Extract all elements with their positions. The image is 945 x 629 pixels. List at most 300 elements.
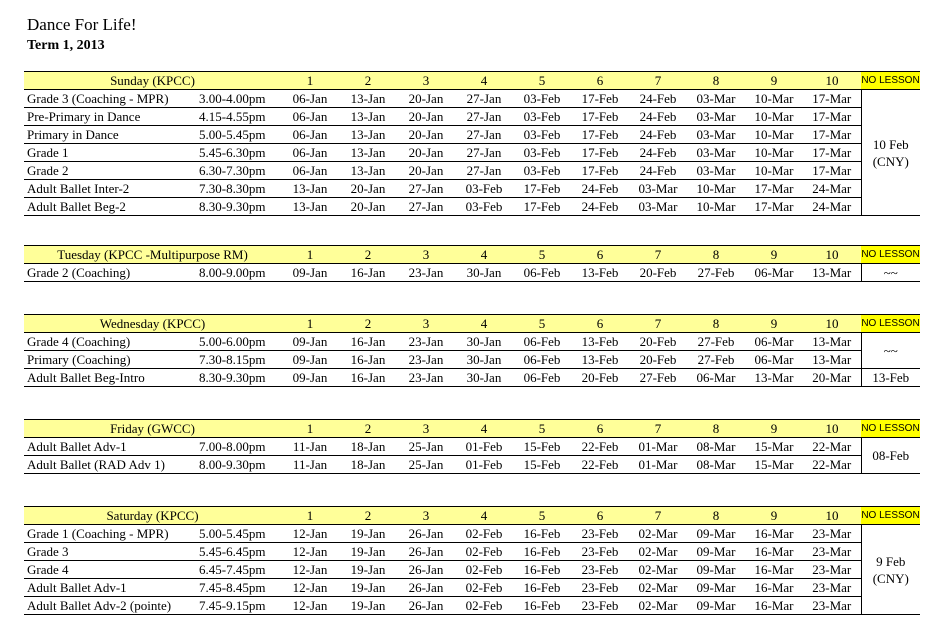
lesson-date: 22-Feb <box>571 438 629 456</box>
lesson-date: 17-Feb <box>571 144 629 162</box>
lesson-date: 03-Mar <box>687 126 745 144</box>
lesson-date: 13-Mar <box>803 351 861 369</box>
lesson-date: 19-Jan <box>339 579 397 597</box>
table-row <box>24 525 920 543</box>
lesson-date: 17-Mar <box>745 180 803 198</box>
week-number: 1 <box>281 507 339 525</box>
week-number: 10 <box>803 420 861 438</box>
lesson-date: 19-Jan <box>339 597 397 615</box>
week-number: 8 <box>687 315 745 333</box>
lesson-date: 30-Jan <box>455 369 513 387</box>
lesson-date: 27-Jan <box>455 108 513 126</box>
lesson-date: 13-Jan <box>339 162 397 180</box>
lesson-date: 03-Mar <box>629 180 687 198</box>
no-lesson-note-line: ~~ <box>883 265 898 280</box>
lesson-date: 13-Mar <box>745 369 803 387</box>
no-lesson-note <box>861 264 920 282</box>
lesson-date: 11-Jan <box>281 438 339 456</box>
class-name: Adult Ballet Inter-2 <box>24 180 199 198</box>
table-row <box>24 597 920 615</box>
week-number: 4 <box>455 246 513 264</box>
lesson-date: 22-Mar <box>803 438 861 456</box>
lesson-date: 16-Jan <box>339 333 397 351</box>
week-number: 4 <box>455 507 513 525</box>
lesson-date: 03-Feb <box>513 108 571 126</box>
lesson-date: 16-Mar <box>745 561 803 579</box>
lesson-date: 20-Feb <box>571 369 629 387</box>
lesson-date: 16-Mar <box>745 525 803 543</box>
lesson-date: 01-Mar <box>629 456 687 474</box>
lesson-date: 20-Mar <box>803 369 861 387</box>
day-label: Sunday (KPCC) <box>24 72 281 90</box>
class-name: Adult Ballet (RAD Adv 1) <box>24 456 199 474</box>
lesson-date: 17-Feb <box>513 198 571 216</box>
lesson-date: 02-Mar <box>629 579 687 597</box>
class-time: 6.45-7.45pm <box>199 561 281 579</box>
lesson-date: 16-Feb <box>513 561 571 579</box>
lesson-date: 06-Mar <box>687 369 745 387</box>
lesson-date: 02-Feb <box>455 543 513 561</box>
schedule-table <box>24 506 920 615</box>
lesson-date: 20-Feb <box>629 333 687 351</box>
table-row <box>24 108 920 126</box>
lesson-date: 24-Feb <box>629 108 687 126</box>
week-number: 10 <box>803 315 861 333</box>
week-number: 8 <box>687 72 745 90</box>
lesson-date: 13-Jan <box>339 90 397 108</box>
week-number: 4 <box>455 72 513 90</box>
lesson-date: 22-Feb <box>571 456 629 474</box>
week-number: 6 <box>571 246 629 264</box>
lesson-date: 27-Jan <box>455 126 513 144</box>
no-lesson-label: NO LESSON <box>861 315 920 333</box>
lesson-date: 26-Jan <box>397 579 455 597</box>
week-number: 8 <box>687 246 745 264</box>
lesson-date: 03-Mar <box>687 108 745 126</box>
table-row <box>24 144 920 162</box>
lesson-date: 01-Mar <box>629 438 687 456</box>
lesson-date: 02-Mar <box>629 561 687 579</box>
class-name: Grade 4 <box>24 561 199 579</box>
table-row <box>24 438 920 456</box>
class-time: 8.00-9.30pm <box>199 456 281 474</box>
lesson-date: 27-Feb <box>687 264 745 282</box>
day-label: Wednesday (KPCC) <box>24 315 281 333</box>
no-lesson-note: 13-Feb <box>861 369 920 387</box>
week-number: 6 <box>571 420 629 438</box>
class-name: Grade 3 (Coaching - MPR) <box>24 90 199 108</box>
schedule-table <box>24 314 920 387</box>
lesson-date: 16-Jan <box>339 264 397 282</box>
lesson-date: 17-Mar <box>803 126 861 144</box>
lesson-date: 23-Feb <box>571 561 629 579</box>
week-number: 1 <box>281 246 339 264</box>
lesson-date: 25-Jan <box>397 456 455 474</box>
lesson-date: 27-Jan <box>455 162 513 180</box>
lesson-date: 30-Jan <box>455 264 513 282</box>
class-time: 7.45-8.45pm <box>199 579 281 597</box>
class-time: 8.30-9.30pm <box>199 369 281 387</box>
week-number: 7 <box>629 420 687 438</box>
lesson-date: 08-Mar <box>687 456 745 474</box>
lesson-date: 09-Mar <box>687 543 745 561</box>
lesson-date: 24-Feb <box>571 198 629 216</box>
table-header-row <box>24 420 920 438</box>
class-name: Grade 2 (Coaching) <box>24 264 199 282</box>
class-time: 7.30-8.30pm <box>199 180 281 198</box>
table-row <box>24 369 920 387</box>
lesson-date: 06-Jan <box>281 90 339 108</box>
lesson-date: 18-Jan <box>339 456 397 474</box>
lesson-date: 06-Jan <box>281 126 339 144</box>
class-name: Adult Ballet Adv-1 <box>24 438 199 456</box>
lesson-date: 10-Mar <box>687 198 745 216</box>
lesson-date: 24-Mar <box>803 198 861 216</box>
lesson-date: 03-Mar <box>687 162 745 180</box>
lesson-date: 23-Mar <box>803 543 861 561</box>
table-row <box>24 333 920 351</box>
lesson-date: 03-Feb <box>513 126 571 144</box>
week-number: 5 <box>513 315 571 333</box>
lesson-date: 23-Jan <box>397 351 455 369</box>
lesson-date: 17-Mar <box>803 90 861 108</box>
lesson-date: 10-Mar <box>687 180 745 198</box>
lesson-date: 12-Jan <box>281 525 339 543</box>
week-number: 9 <box>745 420 803 438</box>
lesson-date: 27-Feb <box>687 333 745 351</box>
lesson-date: 08-Mar <box>687 438 745 456</box>
lesson-date: 26-Jan <box>397 561 455 579</box>
lesson-date: 09-Mar <box>687 579 745 597</box>
lesson-date: 19-Jan <box>339 543 397 561</box>
lesson-date: 13-Feb <box>571 333 629 351</box>
lesson-date: 02-Mar <box>629 597 687 615</box>
lesson-date: 15-Feb <box>513 456 571 474</box>
lesson-date: 13-Jan <box>281 180 339 198</box>
week-number: 4 <box>455 315 513 333</box>
class-time: 5.45-6.30pm <box>199 144 281 162</box>
week-number: 7 <box>629 246 687 264</box>
lesson-date: 20-Feb <box>629 351 687 369</box>
table-row <box>24 198 920 216</box>
lesson-date: 02-Mar <box>629 543 687 561</box>
class-time: 8.30-9.30pm <box>199 198 281 216</box>
class-name: Adult Ballet Beg-Intro <box>24 369 199 387</box>
week-number: 8 <box>687 507 745 525</box>
class-time: 5.00-6.00pm <box>199 333 281 351</box>
lesson-date: 23-Feb <box>571 543 629 561</box>
lesson-date: 13-Jan <box>339 126 397 144</box>
lesson-date: 16-Mar <box>745 597 803 615</box>
lesson-date: 13-Mar <box>803 264 861 282</box>
lesson-date: 01-Feb <box>455 456 513 474</box>
lesson-date: 17-Feb <box>571 108 629 126</box>
table-row <box>24 264 920 282</box>
no-lesson-note <box>861 525 920 615</box>
schedule-table <box>24 245 920 282</box>
lesson-date: 16-Feb <box>513 525 571 543</box>
week-number: 9 <box>745 246 803 264</box>
lesson-date: 16-Feb <box>513 597 571 615</box>
no-lesson-note <box>861 90 920 216</box>
lesson-date: 19-Jan <box>339 525 397 543</box>
lesson-date: 03-Mar <box>687 90 745 108</box>
table-header-row <box>24 507 920 525</box>
no-lesson-note-line: (CNY) <box>872 570 909 586</box>
lesson-date: 23-Feb <box>571 597 629 615</box>
no-lesson-label: NO LESSON <box>861 420 920 438</box>
lesson-date: 23-Mar <box>803 525 861 543</box>
class-name: Pre-Primary in Dance <box>24 108 199 126</box>
lesson-date: 26-Jan <box>397 543 455 561</box>
week-number: 6 <box>571 315 629 333</box>
schedule-table <box>24 419 920 474</box>
lesson-date: 20-Feb <box>629 264 687 282</box>
week-number: 9 <box>745 315 803 333</box>
table-row <box>24 180 920 198</box>
lesson-date: 23-Feb <box>571 579 629 597</box>
no-lesson-note-line: 10 Feb <box>872 136 909 152</box>
lesson-date: 24-Feb <box>571 180 629 198</box>
no-lesson-label: NO LESSON <box>861 72 920 90</box>
lesson-date: 13-Jan <box>339 108 397 126</box>
week-number: 1 <box>281 315 339 333</box>
lesson-date: 06-Jan <box>281 144 339 162</box>
lesson-date: 03-Feb <box>513 144 571 162</box>
week-number: 1 <box>281 72 339 90</box>
table-row <box>24 579 920 597</box>
lesson-date: 16-Mar <box>745 543 803 561</box>
week-number: 4 <box>455 420 513 438</box>
lesson-date: 06-Feb <box>513 333 571 351</box>
lesson-date: 12-Jan <box>281 543 339 561</box>
lesson-date: 09-Mar <box>687 597 745 615</box>
document-subtitle: Term 1, 2013 <box>27 38 105 53</box>
class-time: 7.45-9.15pm <box>199 597 281 615</box>
lesson-date: 20-Jan <box>339 198 397 216</box>
lesson-date: 02-Feb <box>455 525 513 543</box>
week-number: 5 <box>513 507 571 525</box>
lesson-date: 03-Feb <box>455 180 513 198</box>
week-number: 2 <box>339 72 397 90</box>
lesson-date: 24-Feb <box>629 162 687 180</box>
lesson-date: 06-Jan <box>281 108 339 126</box>
class-time: 3.00-4.00pm <box>199 90 281 108</box>
lesson-date: 27-Jan <box>455 90 513 108</box>
lesson-date: 27-Jan <box>455 144 513 162</box>
week-number: 2 <box>339 315 397 333</box>
table-header-row <box>24 246 920 264</box>
week-number: 9 <box>745 507 803 525</box>
lesson-date: 23-Mar <box>803 597 861 615</box>
lesson-date: 20-Jan <box>339 180 397 198</box>
lesson-date: 17-Feb <box>571 90 629 108</box>
lesson-date: 06-Feb <box>513 264 571 282</box>
lesson-date: 24-Feb <box>629 126 687 144</box>
week-number: 3 <box>397 72 455 90</box>
class-name: Adult Ballet Beg-2 <box>24 198 199 216</box>
week-number: 2 <box>339 420 397 438</box>
table-row <box>24 456 920 474</box>
no-lesson-label: NO LESSON <box>861 507 920 525</box>
no-lesson-note-line: (CNY) <box>872 153 909 169</box>
class-time: 4.15-4.55pm <box>199 108 281 126</box>
lesson-date: 03-Feb <box>513 162 571 180</box>
lesson-date: 30-Jan <box>455 351 513 369</box>
table-header-row <box>24 72 920 90</box>
lesson-date: 06-Jan <box>281 162 339 180</box>
no-lesson-note <box>861 333 920 369</box>
lesson-date: 10-Mar <box>745 162 803 180</box>
lesson-date: 10-Mar <box>745 108 803 126</box>
lesson-date: 09-Mar <box>687 561 745 579</box>
lesson-date: 20-Jan <box>397 126 455 144</box>
lesson-date: 20-Jan <box>397 90 455 108</box>
lesson-date: 15-Feb <box>513 438 571 456</box>
table-row <box>24 351 920 369</box>
lesson-date: 25-Jan <box>397 438 455 456</box>
week-number: 7 <box>629 507 687 525</box>
lesson-date: 17-Feb <box>571 126 629 144</box>
week-number: 6 <box>571 507 629 525</box>
class-time: 5.00-5.45pm <box>199 525 281 543</box>
lesson-date: 03-Mar <box>629 198 687 216</box>
table-row <box>24 543 920 561</box>
class-time: 7.30-8.15pm <box>199 351 281 369</box>
lesson-date: 26-Jan <box>397 525 455 543</box>
lesson-date: 17-Mar <box>803 108 861 126</box>
week-number: 3 <box>397 246 455 264</box>
class-time: 7.00-8.00pm <box>199 438 281 456</box>
week-number: 5 <box>513 420 571 438</box>
lesson-date: 17-Mar <box>745 198 803 216</box>
lesson-date: 12-Jan <box>281 597 339 615</box>
week-number: 7 <box>629 72 687 90</box>
table-row <box>24 561 920 579</box>
class-name: Grade 4 (Coaching) <box>24 333 199 351</box>
class-name: Grade 1 (Coaching - MPR) <box>24 525 199 543</box>
lesson-date: 23-Mar <box>803 579 861 597</box>
lesson-date: 22-Mar <box>803 456 861 474</box>
lesson-date: 06-Feb <box>513 369 571 387</box>
lesson-date: 02-Feb <box>455 579 513 597</box>
class-name: Grade 3 <box>24 543 199 561</box>
week-number: 6 <box>571 72 629 90</box>
week-number: 3 <box>397 420 455 438</box>
lesson-date: 23-Mar <box>803 561 861 579</box>
lesson-date: 23-Jan <box>397 264 455 282</box>
week-number: 10 <box>803 72 861 90</box>
week-number: 2 <box>339 507 397 525</box>
day-label: Tuesday (KPCC -Multipurpose RM) <box>24 246 281 264</box>
week-number: 10 <box>803 507 861 525</box>
lesson-date: 09-Jan <box>281 333 339 351</box>
week-number: 1 <box>281 420 339 438</box>
lesson-date: 27-Feb <box>629 369 687 387</box>
no-lesson-note-line: 08-Feb <box>872 448 910 463</box>
week-number: 2 <box>339 246 397 264</box>
lesson-date: 17-Feb <box>513 180 571 198</box>
week-number: 5 <box>513 246 571 264</box>
lesson-date: 15-Mar <box>745 438 803 456</box>
lesson-date: 24-Feb <box>629 90 687 108</box>
lesson-date: 24-Feb <box>629 144 687 162</box>
class-name: Grade 1 <box>24 144 199 162</box>
lesson-date: 01-Feb <box>455 438 513 456</box>
schedule-table <box>24 71 920 216</box>
week-number: 8 <box>687 420 745 438</box>
lesson-date: 10-Mar <box>745 144 803 162</box>
lesson-date: 10-Mar <box>745 126 803 144</box>
class-name: Primary (Coaching) <box>24 351 199 369</box>
day-label: Friday (GWCC) <box>24 420 281 438</box>
lesson-date: 19-Jan <box>339 561 397 579</box>
table-row <box>24 162 920 180</box>
class-name: Primary in Dance <box>24 126 199 144</box>
lesson-date: 16-Mar <box>745 579 803 597</box>
no-lesson-note-line: 9 Feb <box>876 553 906 569</box>
lesson-date: 23-Jan <box>397 333 455 351</box>
lesson-date: 09-Jan <box>281 369 339 387</box>
lesson-date: 06-Mar <box>745 264 803 282</box>
lesson-date: 09-Jan <box>281 264 339 282</box>
lesson-date: 13-Jan <box>281 198 339 216</box>
class-time: 8.00-9.00pm <box>199 264 281 282</box>
lesson-date: 18-Jan <box>339 438 397 456</box>
lesson-date: 03-Mar <box>687 144 745 162</box>
lesson-date: 30-Jan <box>455 333 513 351</box>
lesson-date: 23-Feb <box>571 525 629 543</box>
lesson-date: 06-Feb <box>513 351 571 369</box>
lesson-date: 06-Mar <box>745 351 803 369</box>
lesson-date: 03-Feb <box>455 198 513 216</box>
class-time: 6.30-7.30pm <box>199 162 281 180</box>
lesson-date: 02-Feb <box>455 597 513 615</box>
lesson-date: 13-Feb <box>571 264 629 282</box>
class-time: 5.00-5.45pm <box>199 126 281 144</box>
week-number: 5 <box>513 72 571 90</box>
lesson-date: 03-Feb <box>513 90 571 108</box>
lesson-date: 13-Feb <box>571 351 629 369</box>
lesson-date: 27-Feb <box>687 351 745 369</box>
lesson-date: 24-Mar <box>803 180 861 198</box>
table-row <box>24 126 920 144</box>
lesson-date: 06-Mar <box>745 333 803 351</box>
lesson-date: 26-Jan <box>397 597 455 615</box>
no-lesson-note-line: ~~ <box>883 343 898 358</box>
class-time: 5.45-6.45pm <box>199 543 281 561</box>
class-name: Adult Ballet Adv-1 <box>24 579 199 597</box>
lesson-date: 23-Jan <box>397 369 455 387</box>
lesson-date: 02-Mar <box>629 525 687 543</box>
lesson-date: 13-Mar <box>803 333 861 351</box>
week-number: 9 <box>745 72 803 90</box>
lesson-date: 12-Jan <box>281 579 339 597</box>
lesson-date: 09-Jan <box>281 351 339 369</box>
class-name: Grade 2 <box>24 162 199 180</box>
lesson-date: 16-Feb <box>513 579 571 597</box>
lesson-date: 17-Mar <box>803 162 861 180</box>
lesson-date: 17-Feb <box>571 162 629 180</box>
lesson-date: 11-Jan <box>281 456 339 474</box>
lesson-date: 09-Mar <box>687 525 745 543</box>
lesson-date: 12-Jan <box>281 561 339 579</box>
week-number: 3 <box>397 315 455 333</box>
lesson-date: 10-Mar <box>745 90 803 108</box>
lesson-date: 27-Jan <box>397 198 455 216</box>
lesson-date: 02-Feb <box>455 561 513 579</box>
lesson-date: 15-Mar <box>745 456 803 474</box>
